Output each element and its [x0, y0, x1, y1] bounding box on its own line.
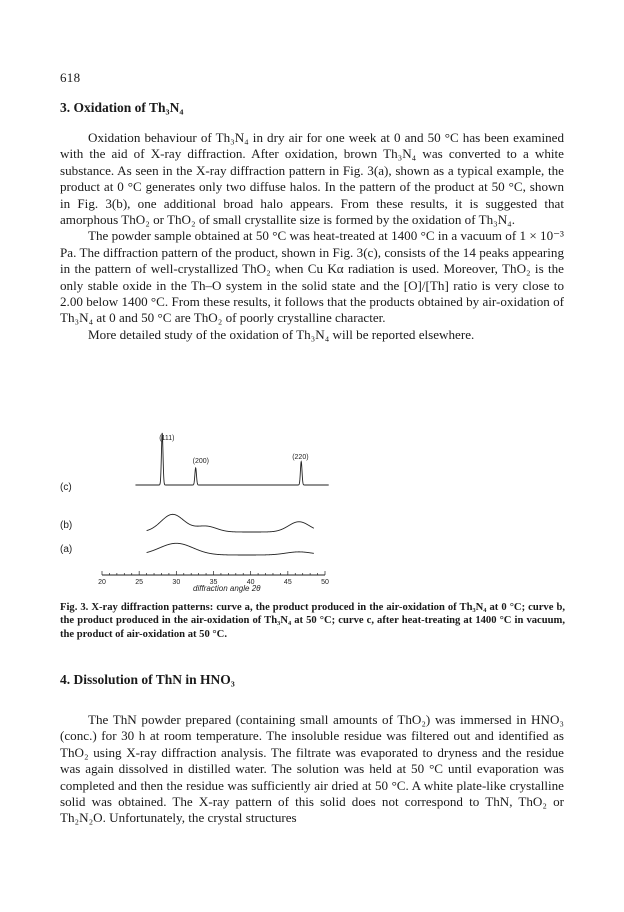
paragraph: Oxidation behaviour of Th₃N₄ in dry air for one week at 0 and 50 °C has been examined with the aid of X-ray diffraction. After oxidation, brown Th₃N₄ was converted to a white substance. As seen in the X-ray diffraction pattern in Fig. 3(a), shown as a typical example, the product at 0 °C generates only two diffuse halos. In the pattern of the product at 50 °C, shown in Fig. 3(b), one additional broad halo appears. From these results, it is suggested that amorphous ThO₂ or ThO₂ of small crystallite size is formed by the oxidation of Th₃N₄.: [60, 130, 564, 228]
section-4-body: [60, 712, 564, 827]
page-number: 618: [60, 70, 81, 85]
peak-label: (200): [192, 458, 210, 465]
xrd-curve-a: [147, 543, 314, 555]
peak-label: (220): [292, 454, 309, 461]
x-tick-label: 20: [98, 579, 106, 586]
peak-labels: [159, 435, 308, 465]
x-tick-label: 50: [321, 579, 329, 586]
x-axis-label: diffraction angle 2θ: [193, 584, 261, 593]
xrd-curve-b: [147, 514, 314, 532]
curve-label: (c): [60, 482, 72, 493]
curve-labels: [60, 482, 72, 555]
section-4-heading: 4. Dissolution of ThN in HNO₃: [60, 672, 235, 687]
x-tick-label: 40: [246, 579, 255, 586]
paragraph: More detailed study of the oxidation of Th₃N₄ will be reported elsewhere.: [88, 326, 475, 342]
paragraph: The powder sample obtained at 50 °C was heat-treated at 1400 °C in a vacuum of 1 × 10⁻³ Pa. The diffraction pattern of the product, shown in Fig. 3(c), consists of the 14 peaks appearing in the pattern of well-crystallized ThO₂ when Cu Kα radiation is used. Moreover, ThO₂ is the only stable oxide in the Th–O system in the solid state and the [O]/[Th] ratio is very close to 2.00 below 1400 °C. From these results, it follows that the products obtained by air-oxidation of Th₃N₄ at 0 and 50 °C are ThO₂ of poorly crystalline character.: [60, 228, 564, 326]
x-tick-label: 35: [209, 579, 218, 586]
curve-label: (a): [60, 544, 73, 555]
paragraph: The ThN powder prepared (containing small amounts of ThO₂) was immersed in HNO₃ (conc.) for 30 h at room temperature. The insoluble residue was filtered out and identified as ThO₂ using X-ray diffraction analysis. The filtrate was evaporated to dryness and the residue was again dissolved in distilled water. The solution was held at 50 °C until evaporation was completed and then the residue was sufficiently air dried at 50 °C. A white plate-like crystalline solid was obtained. The X-ray pattern of this solid does not correspond to ThN, ThO₂ or Th₂N₂O. Unfortunately, the crystal structures: [60, 712, 564, 826]
curves: [135, 433, 328, 555]
x-tick-label: 30: [172, 579, 181, 586]
x-tick-label: 45: [283, 579, 292, 586]
figure-caption: Fig. 3. X-ray diffraction patterns: curve a, the product produced in the air-oxidation of Th₃N₄ at 0 °C; curve b, the product produced in the air-oxidation of Th₃N₄ at 50 °C; curve c, after heat-treating at 1400 °C in vacuum, the product of air-oxidation at 50 °C.: [60, 602, 565, 640]
section-3-heading: 3. Oxidation of Th₃N₄: [60, 100, 184, 115]
curve-label: (b): [60, 520, 73, 531]
xrd-figure: [0, 428, 624, 593]
x-tick-label: 25: [135, 579, 144, 586]
peak-label: (111): [159, 435, 175, 442]
section-3-body: [60, 130, 564, 343]
